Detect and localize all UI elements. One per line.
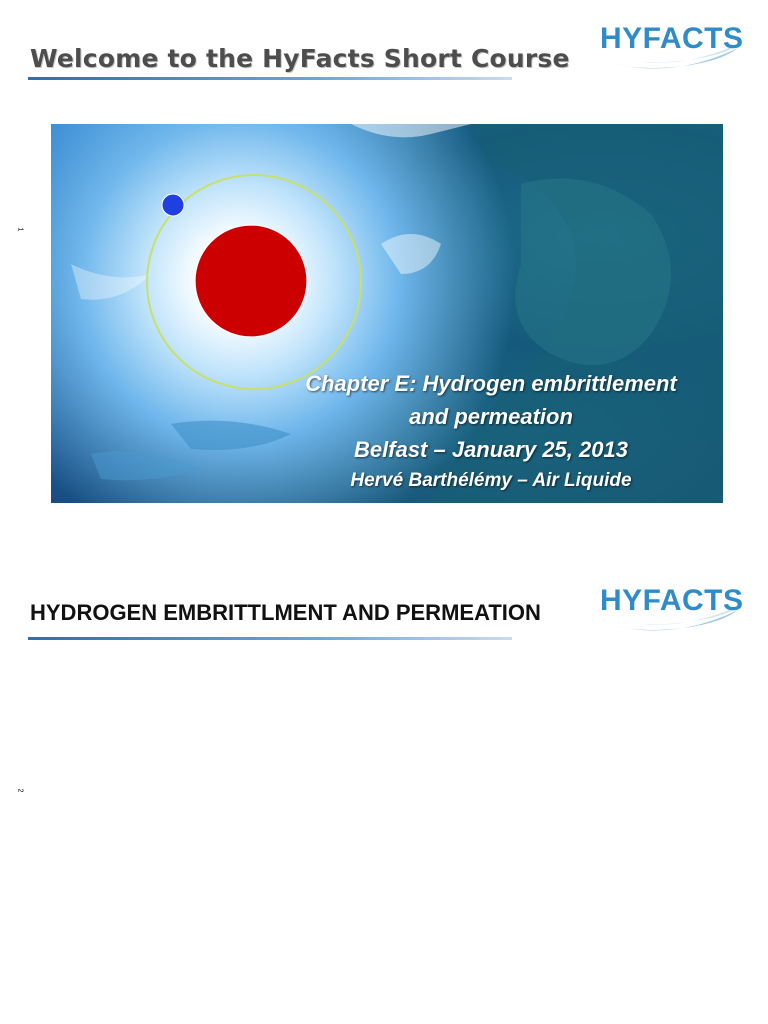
hyfacts-logo-icon [596, 20, 746, 76]
slide-2 [0, 512, 768, 1024]
slide-title: Welcome to the HyFacts Short Course [30, 44, 570, 73]
logo-text: HYFACTS [600, 22, 744, 55]
hero-caption [263, 367, 719, 496]
logo-text: HYFACTS [600, 584, 744, 617]
hero-image [51, 124, 723, 503]
title-underline [28, 637, 512, 640]
page-number: 2 [16, 788, 24, 793]
hyfacts-logo-icon [596, 582, 746, 638]
caption-chapter: Chapter E: Hydrogen embrittlement [305, 371, 677, 396]
title-underline [28, 77, 512, 80]
caption-author: Hervé Barthélémy – Air Liquide [350, 470, 632, 491]
page-number: 1 [16, 227, 24, 232]
hydrogen-atom-icon [147, 175, 361, 389]
caption-topic: and permeation [409, 404, 573, 429]
caption-event: Belfast – January 25, 2013 [354, 437, 628, 462]
slide-title: HYDROGEN EMBRITTLMENT AND PERMEATION [30, 600, 541, 625]
